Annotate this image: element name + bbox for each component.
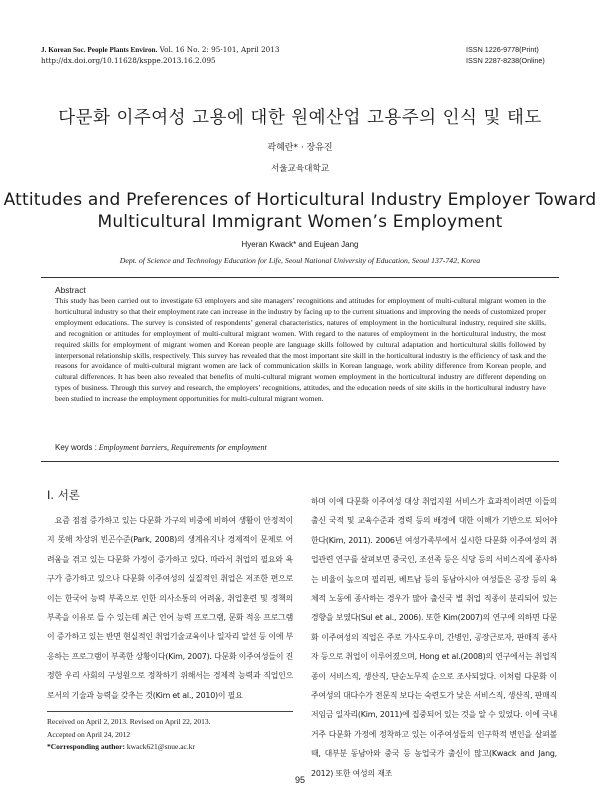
journal-name: J. Korean Soc. People Plants Environ. [41, 46, 158, 54]
issn-print: ISSN 1226-9778(Print) [466, 45, 539, 54]
abstract-heading: Abstract [55, 285, 86, 295]
abstract-bottom-rule [41, 461, 559, 462]
corresponding-author [47, 741, 211, 754]
keywords-label: Key words : [55, 443, 97, 452]
doi-link[interactable]: http://dx.doi.org/10.11628/ksppe.2013.16.2.095 [41, 55, 216, 65]
english-title-line2: Multicultural Immigrant Women’s Employment [97, 212, 503, 232]
accepted-date: Accepted on April 24, 2012 [47, 729, 131, 739]
english-title [0, 189, 600, 233]
right-column-text: 하며 이에 다문화 이주여성 대상 취업지원 서비스가 효과적이려면 이들의 출신 국적 및 교육수준과 경력 등의 배경에 대한 이해가 기반으로 되어야 한다(Kim, 2011). 2006년 여성가족부에서 실시한 다문화 이주여성의 취업관련 연구를 살펴보면 중국인, 조선족 등은 식당 등의 서비스직에 종사하는 비율이 높으며 필리핀, 베트남 등의 동남아시아 여성들은 공장 등의 육체적 노동에 종사하는 경우가 많아 출신국 별 취업 직종이 분리되어 있는 경향을 보였다(Sul et al., 2006). 또한 Kim(2007)의 연구에 의하면 다문화 이주여성의 직업은 주로 가사도우미, 간병인, 공장근로자, 판매직 종사자 등으로 취업이 이루어졌으며, Hong et al.(2008)의 연구에서는 취업직종이 서비스직, 생산직, 단순노무직 순으로 조사되었다. 이처럼 다문화 이주여성의 대다수가 전문직 보다는 숙련도가 낮은 서비스직, 생산직, 판매직 저임금 일자리(Kim, 2011)에 집중되어 있는 것을 알 수 있었다. 이에 국내 거주 다문화 가정에 정착하고 있는 이주여성들의 인구학적 변인을 살펴볼 때, 대부분 동남아와 중국 등 농업국가 출신이 많고(Kwack and Jang, 2012) 또한 여성의 재조 [311, 497, 557, 778]
footnote [47, 716, 211, 754]
issn-online: ISSN 2287-8238(Online) [466, 55, 545, 65]
section-heading: Ⅰ. 서론 [47, 488, 80, 502]
journal-header [41, 45, 279, 66]
left-column-text: 요즘 점점 증가하고 있는 다문화 가구의 비중에 비하여 생활이 안정적이지 못해 차상위 빈곤수준(Park, 2008)의 생계유지나 경제적이 문제로 어려움을 겪고 있는 다문화 가정이 증가하고 있다. 따라서 취업의 필요와 욕구가 증가하고 있으나 다문화 이주여성의 실질적인 취업은 저조한 편으로 이는 한국어 능력 부족으로 인한 의사소통의 어려움, 취업훈련 및 정책의 부족을 이유로 들 수 있는데 최근 언어 능력 프로그램, 문화 적응 프로그램이 증가하고 있는 반면 현실적인 취업기술교육이나 일자리 알선 등 이에 부응하는 프로그램이 부족한 상황이다(Kim, 2007). 다문화 이주여성들이 진정한 우리 사회의 구성원으로 정착하기 위해서는 경제적 능력과 직업인으로서의 기술과 능력을 갖추는 것(Kim et al., 2010)이 필요 [47, 516, 293, 700]
keywords-value: Employment barriers, Requirements for employment [96, 443, 267, 452]
korean-title: 다문화 이주여성 고용에 대한 원예산업 고용주의 인식 및 태도 [58, 108, 542, 128]
english-affiliation: Dept. of Science and Technology Education for Life, Seoul National University of Education, Seoul 137-742, Korea [119, 256, 481, 265]
issn-block [466, 45, 545, 66]
received-date: Received on April 2, 2013. Revised on April 22, 2013. [47, 717, 211, 726]
page-number: 95 [294, 775, 305, 785]
corresponding-label: *Corresponding author: [47, 742, 125, 751]
footnote-rule [47, 711, 293, 712]
corresponding-email[interactable]: kwack621@snue.ac.kr [125, 742, 196, 751]
korean-affiliation: 서울교육대학교 [270, 164, 330, 174]
abstract-text: This study has been carried out to investigate 63 employers and site managers’ recognitions and attitudes for employment of multi-cultural migrant women in the horticultural industry so that their employment rate can increase in the industry by facing up to the current situations and improving the needs of customized proper employment educations. The survey is consisted of respondents’ general characteristics, natures of employment in the horticultural industry, required site skills, and recognition or attitudes for employment of multi-cultural migrant women. With regard to the natures of employment in the horticultural industry, the most required skills for employment of migrant women and Korean people are language skills followed by cultural adaptation and horticultural skills followed by interpersonal relationship skills, respectively. This survey has revealed that the most important site skill in the horticultural industry is the efficiency of task and the reasons for avoidance of multi-cultural migrant women are lack of communication skills in Korean language, work ability difference from Korean people, and cultural differences. It has been also revealed that benefits of multi-cultural migrant women employment in the horticultural industry are different depending on types of business. Through this survey and research, the employers’ recognitions, attitudes, and the education needs of site skills in the horticultural industry have been studied to increase the employment opportunities for multi-cultural migrant women. [55, 296, 546, 404]
english-title-line1: Attitudes and Preferences of Horticultural Industry Employer Toward [3, 190, 597, 210]
keywords [55, 443, 267, 452]
korean-authors: 곽혜란* · 장유진 [267, 143, 333, 153]
journal-volume: Vol. 16 No. 2: 95-101, April 2013 [157, 45, 280, 54]
journal-citation [41, 45, 279, 56]
english-authors: Hyeran Kwack* and Eujean Jang [241, 240, 359, 249]
abstract-top-rule [41, 277, 559, 278]
